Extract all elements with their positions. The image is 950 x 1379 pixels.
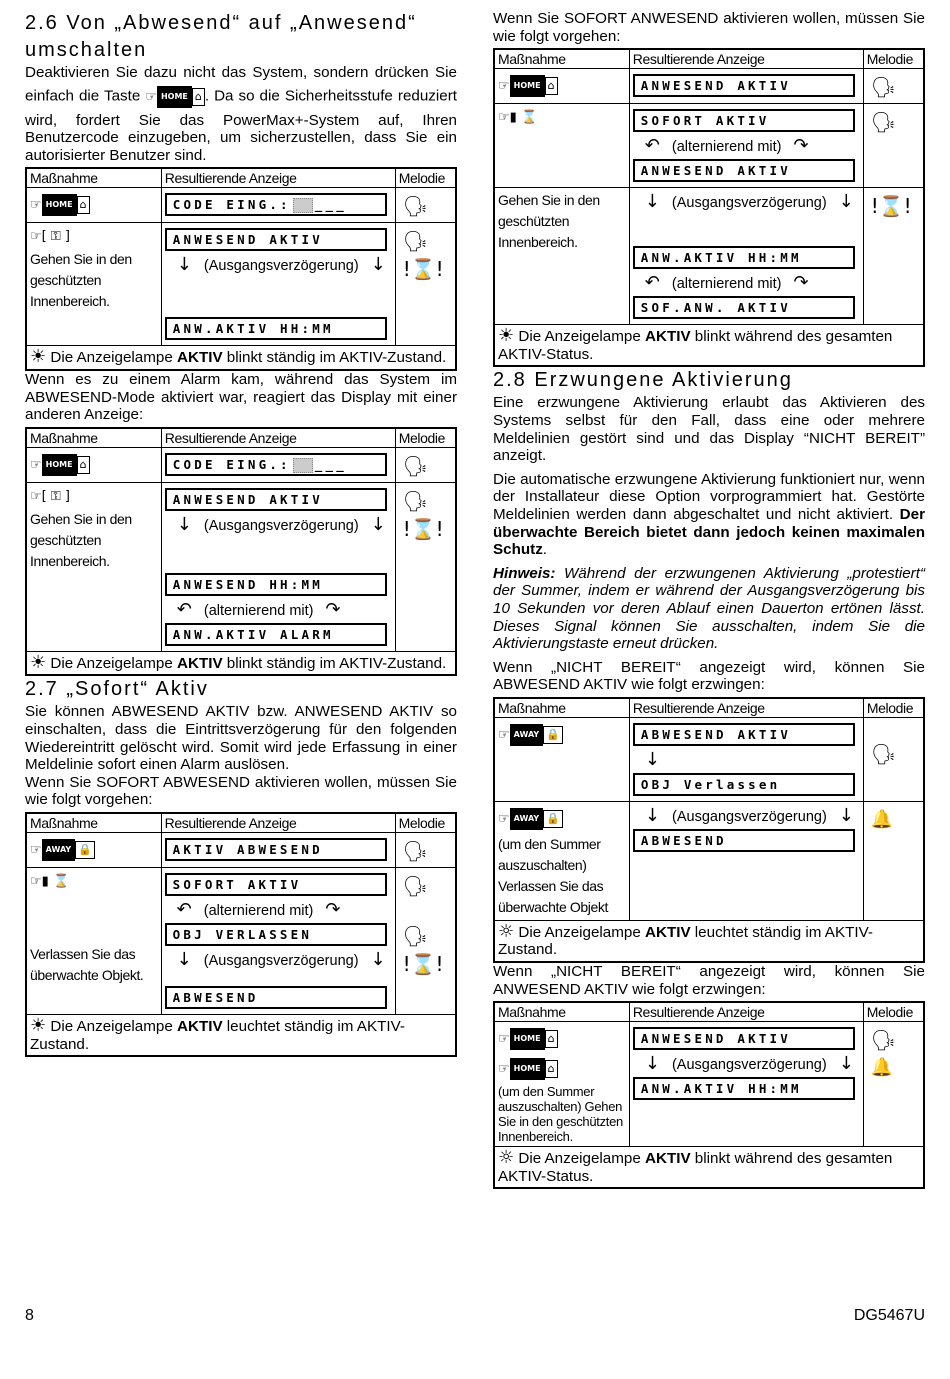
away-key-label: AWAY [510,808,544,830]
note-bold: AKTIV [645,923,691,941]
col-anzeige: Resultierende Anzeige [161,813,395,833]
lcd-display: OBJ VERLASSEN [165,923,387,946]
note-text: blinkt während des gesamten AKTIV-Status. [498,328,893,363]
code-key-icon: ☞[ ⚿ ] [30,488,70,504]
home-key-icon: ☞ HOME ⌂ [30,454,90,476]
instant-home-intro: Wenn Sie SOFORT ANWESEND aktivieren wollen, müssen Sie wie folgt vorgehen: [493,10,925,45]
home-key-icon: ☞ HOME ⌂ [498,1028,558,1050]
lock-icon: 🔒 [543,810,563,828]
arrow-down-icon: ↓ [838,1053,854,1075]
table-force-home [493,1001,925,1189]
table-row [494,188,924,325]
note-text: blinkt ständig im AKTIV-Zustand. [222,654,447,672]
exit-delay-text [633,191,860,212]
table-row [26,867,456,1014]
lcd-display: ANW.AKTIV HH:MM [633,246,855,269]
arrow-down-icon: ↓ [644,748,661,770]
intro-text: Deaktivieren Sie dazu nicht das System, sondern drücken Sie einfach die Taste [25,64,457,105]
p2-bold: Der überwachte Bereich bietet dann jedoch keinen maximalen Schutz [493,505,925,559]
away-key-icon: ☞ AWAY 🔒 [30,839,95,861]
lcd-display: ANW.AKTIV ALARM [165,623,387,646]
lcd-display: SOFORT AKTIV [633,109,855,132]
exit-delay-text [165,514,392,535]
document-code: DG5467U [853,1307,925,1324]
alternating-text [165,599,392,620]
col-melodie: Melodie [395,428,456,448]
note-text: blinkt während des gesamten AKTIV-Status. [498,1150,893,1185]
speaker-head-icon: 🗣 [870,741,897,766]
section-2-7-p1: Sie können ABWESEND AKTIV bzw. ANWESEND AKTIV so einschalten, dass die Eintrittsverzögerung für den folgenden Wiedereintritt gelöscht wird. Somit wird jede Erfassung in einer Meldelinie sofort einen Alarm auslösen. [25,703,457,774]
note-text: leuchtet ständig im AKTIV-Zustand. [498,923,873,959]
house-icon: ⌂ [77,456,90,474]
lcd-display [165,453,387,476]
home-key-label: HOME [510,75,545,97]
lcd-display: ANWESEND AKTIV [633,1027,855,1050]
lcd-text: ___ [314,197,347,213]
table-header [26,813,456,833]
col-anzeige: Resultierende Anzeige [629,1002,863,1022]
lcd-text: CODE EING.: [172,456,291,472]
table-row [494,1022,924,1147]
table-note-row [494,325,924,367]
table-row [26,447,456,482]
exit-delay-label: (Ausgangsverzögerung) [672,808,827,825]
col-massnahme: Maßnahme [26,813,161,833]
exit-delay-label: (Ausgangsverzögerung) [203,952,359,969]
speaker-head-icon: 🗣 [870,110,897,135]
speaker-head-icon: 🗣 [402,923,429,948]
cursor-block [293,458,313,473]
exit-delay-text [165,949,392,970]
home-key-icon: ☞ HOME ⌂ [145,86,205,108]
force-away-intro: Wenn „NICHT BEREIT“ angezeigt wird, können Sie ABWESEND AKTIV wie folgt erzwingen: [493,658,925,694]
exit-delay-text [633,1053,860,1074]
arrow-down-icon: ↓ [176,513,192,535]
table-home-arming [25,167,457,371]
alternating-label: (alternierend mit) [203,602,314,619]
lcd-display: ABWESEND [633,829,855,852]
lcd-display: ANWESEND AKTIV [633,74,855,97]
speaker-head-icon: 🗣 [870,75,897,100]
arrow-curve-left-icon: ↶ [644,272,660,294]
house-icon: ⌂ [545,1030,558,1048]
action-text: Gehen Sie in den geschützten Innenbereich. [498,192,600,251]
arrow-down-icon: ↓ [644,804,661,826]
intro-text-2: . Da so die Sicherheitsstufe reduziert wird, fordert Sie das PowerMax+-System auf, Ihren Benutzercode einzugeben, um sicherzustellen, dass Sie ein autorisierter Benutzer sind. [25,87,457,164]
led-lamp-icon: ☀ [30,1014,47,1036]
table-row [494,69,924,104]
away-key-label: AWAY [42,839,76,861]
lcd-display: ANW.AKTIV HH:MM [633,1077,855,1100]
p2-end: . [542,541,548,559]
note-bold: AKTIV [177,1017,223,1035]
away-key-label: AWAY [510,724,544,746]
hint-label: Hinweis: [493,564,556,582]
col-melodie: Melodie [863,1002,924,1022]
arrow-down-icon: ↓ [370,513,386,535]
home-key-label: HOME [157,86,192,108]
lcd-display: ANW.AKTIV HH:MM [165,317,387,340]
lcd-text: ___ [314,456,347,472]
lcd-display: ABWESEND [165,986,387,1009]
arrow-down-icon: ↓ [838,804,854,826]
action-text: Gehen Sie in den geschützten Innenbereich. [30,510,132,569]
note-text: Die Anzeigelampe [50,349,178,367]
house-icon: ⌂ [545,1060,558,1078]
col-massnahme: Maßnahme [494,49,629,69]
note-text: blinkt ständig im AKTIV-Zustand. [222,349,447,367]
col-massnahme: Maßnahme [494,1002,629,1022]
alternating-text [165,899,392,920]
home-key-label: HOME [510,1058,545,1080]
action-text: Gehen Sie in den geschützten Innenbereich. [30,251,132,310]
col-anzeige: Resultierende Anzeige [161,168,395,188]
speaker-head-icon: 🗣 [870,1028,897,1053]
exit-delay-text [633,805,860,826]
table-header [494,1002,924,1022]
lcd-text: CODE EING.: [172,197,291,213]
page-number: 8 [25,1307,34,1324]
alternating-text [633,135,860,156]
arrow-curve-left-icon: ↶ [176,898,192,920]
table-note-row [26,1014,456,1056]
table-row [26,482,456,651]
home-key-icon: ☞ HOME ⌂ [30,194,90,216]
arrow-down-icon: ↓ [176,948,192,970]
table-note-row [494,1147,924,1189]
table-row [26,223,456,346]
hourglass-icon: !⌛! [402,516,444,541]
table-header [494,698,924,718]
speaker-head-icon: 🗣 [402,488,429,513]
house-icon: ⌂ [77,196,90,214]
lcd-display: AKTIV ABWESEND [165,838,387,861]
speaker-head-icon: 🗣 [402,229,429,254]
lcd-display: SOFORT AKTIV [165,873,387,896]
note-text: Die Anzeigelampe [518,328,646,346]
table-instant-home [493,48,925,367]
home-key-label: HOME [42,454,77,476]
note-bold: AKTIV [645,1150,691,1168]
lock-icon: 🔒 [75,841,95,859]
speaker-head-icon: 🗣 [402,453,429,478]
house-icon: ⌂ [192,88,205,106]
arrow-curve-left-icon: ↶ [644,135,660,157]
note-bold: AKTIV [177,654,223,672]
table-note-row [26,346,456,370]
arrow-curve-right-icon: ↷ [793,135,809,157]
lock-icon: 🔒 [543,726,563,744]
lcd-display: SOF.ANW. AKTIV [633,296,855,319]
note-bold: AKTIV [645,328,691,346]
action-text: Verlassen Sie das überwachte Objekt. [30,945,144,983]
lcd-display: ANWESEND AKTIV [633,159,855,182]
section-2-6-title: 2.6 Von „Abwesend“ auf „Anwesend“ umschalten [25,12,417,61]
col-anzeige: Resultierende Anzeige [629,698,863,718]
exit-delay-label: (Ausgangsverzögerung) [671,195,827,212]
hint-text: Während der erzwungenen Aktivierung „protestiert“ der Summer, indem er während der Ausgangsverzögerung bis 10 Sekunden vor deren Ablauf einen Dauerton ertönen lässt. Dieses Signal können Sie ausschalten, indem Sie die Aktivierungstaste erneut drücken. [493,564,925,653]
alternating-label: (alternierend mit) [203,902,314,919]
exit-delay-label: (Ausgangsverzögerung) [671,1057,827,1074]
table-row [494,801,924,920]
left-column [25,10,457,1057]
col-anzeige: Resultierende Anzeige [161,428,395,448]
alternating-text [633,272,860,293]
home-key-icon: ☞ HOME ⌂ [498,75,558,97]
lcd-display: ANWESEND HH:MM [165,573,387,596]
arrow-curve-right-icon: ↷ [325,598,341,620]
table-home-after-alarm [25,427,457,677]
arrow-down-icon: ↓ [176,254,192,276]
section-2-6-intro [25,64,457,164]
col-massnahme: Maßnahme [26,168,161,188]
home-key-label: HOME [510,1028,545,1050]
exit-delay-label: (Ausgangsverzögerung) [203,517,359,534]
led-lamp-icon: ☀ [30,346,47,368]
house-icon: ⌂ [545,77,558,95]
away-key-icon: ☞ AWAY 🔒 [498,724,563,746]
table-row [494,104,924,188]
bell-icon: 🔔 [870,1057,894,1079]
section-2-8-title: 2.8 Erzwungene Aktivierung [493,369,793,392]
action-text: (um den Summer auszuschalten) Verlassen Sie das überwachte Objekt [498,835,608,915]
alarm-paragraph: Wenn es zu einem Alarm kam, während das System im ABWESEND-Mode aktiviert war, reagiert das Display mit einer anderen Anzeige: [25,370,457,424]
note-text: Die Anzeigelampe [518,1150,646,1168]
arrow-curve-right-icon: ↷ [793,272,809,294]
away-key-icon: ☞ AWAY 🔒 [498,808,563,830]
arrow-down-icon: ↓ [644,1053,660,1075]
lcd-display: ANWESEND AKTIV [165,488,387,511]
home-key-label: HOME [42,194,77,216]
note-text: Die Anzeigelampe [518,923,646,941]
action-text: (um den Summer auszuschalten) Gehen Sie in den geschützten Innenbereich. [498,1084,623,1145]
col-melodie: Melodie [395,168,456,188]
lcd-display: OBJ Verlassen [633,773,855,796]
col-melodie: Melodie [863,49,924,69]
lcd-display: ANWESEND AKTIV [165,228,387,251]
code-key-icon: ☞[ ⚿ ] [30,229,70,245]
table-note-row [26,651,456,675]
table-note-row [494,920,924,962]
hourglass-icon: !⌛! [870,194,912,219]
table-header [494,49,924,69]
col-anzeige: Resultierende Anzeige [629,49,863,69]
lcd-display [165,193,387,216]
speaker-head-icon: 🗣 [402,838,429,863]
note-text: Die Anzeigelampe [50,654,178,672]
table-header [26,428,456,448]
arrow-down-icon: ↓ [644,191,660,213]
hourglass-icon: !⌛! [402,257,444,282]
section-2-8-p2 [493,471,925,559]
section-2-7-p2: Wenn Sie SOFORT ABWESEND aktivieren wollen, müssen Sie wie folgt vorgehen: [25,773,457,809]
lcd-display: ABWESEND AKTIV [633,723,855,746]
table-row [26,832,456,867]
table-row [494,717,924,801]
led-lamp-icon: ☀ [498,325,515,347]
table-row [26,188,456,223]
col-melodie: Melodie [395,813,456,833]
instant-key-icon: ☞▮ ⌛ [498,110,538,126]
section-2-8-p1: Eine erzwungene Aktivierung erlaubt das Aktivieren des Systems selbst für den Fall, dass eine oder mehrere Meldelinien gestört sind und das Display “NICHT BEREIT” anzeigt. [493,394,925,465]
instant-key-icon: ☞▮ ⌛ [30,873,70,889]
col-massnahme: Maßnahme [494,698,629,718]
home-key-icon: ☞ HOME ⌂ [498,1058,558,1080]
section-2-7-title: 2.7 „Sofort“ Aktiv [25,678,209,701]
note-text: Die Anzeigelampe [50,1017,178,1035]
alternating-label: (alternierend mit) [671,276,782,293]
bell-icon: 🔔 [870,808,894,830]
note-bold: AKTIV [177,349,223,367]
arrow-curve-left-icon: ↶ [176,598,192,620]
table-header [26,168,456,188]
table-force-away [493,697,925,963]
force-home-intro: Wenn „NICHT BEREIT“ angezeigt wird, können Sie ANWESEND AKTIV wie folgt erzwingen: [493,963,925,998]
led-lamp-icon: ☼ [498,1147,515,1169]
note-text: leuchtet ständig im AKTIV-Zustand. [30,1017,405,1053]
col-massnahme: Maßnahme [26,428,161,448]
arrow-curve-right-icon: ↷ [325,898,341,920]
speaker-head-icon: 🗣 [402,873,429,898]
hint-paragraph [493,565,925,653]
exit-delay-text [165,254,392,275]
col-melodie: Melodie [863,698,924,718]
hourglass-icon: !⌛! [402,951,444,976]
led-lamp-icon: ☼ [498,920,515,942]
table-instant-away [25,812,457,1057]
p2-text: Die automatische erzwungene Aktivierung funktioniert nur, wenn der Installateur diese Option vorprogrammiert hat. Gestörte Meldelinien werden dann abgeschaltet und nicht aktiviert. [493,470,925,523]
led-lamp-icon: ☀ [30,651,47,673]
alternating-label: (alternierend mit) [671,139,782,156]
arrow-down-icon: ↓ [838,191,854,213]
right-column [493,10,925,1189]
cursor-block [293,198,313,213]
speaker-head-icon: 🗣 [402,194,429,219]
arrow-down-icon: ↓ [370,948,386,970]
exit-delay-label: (Ausgangsverzögerung) [203,258,359,275]
arrow-down-icon: ↓ [370,254,386,276]
